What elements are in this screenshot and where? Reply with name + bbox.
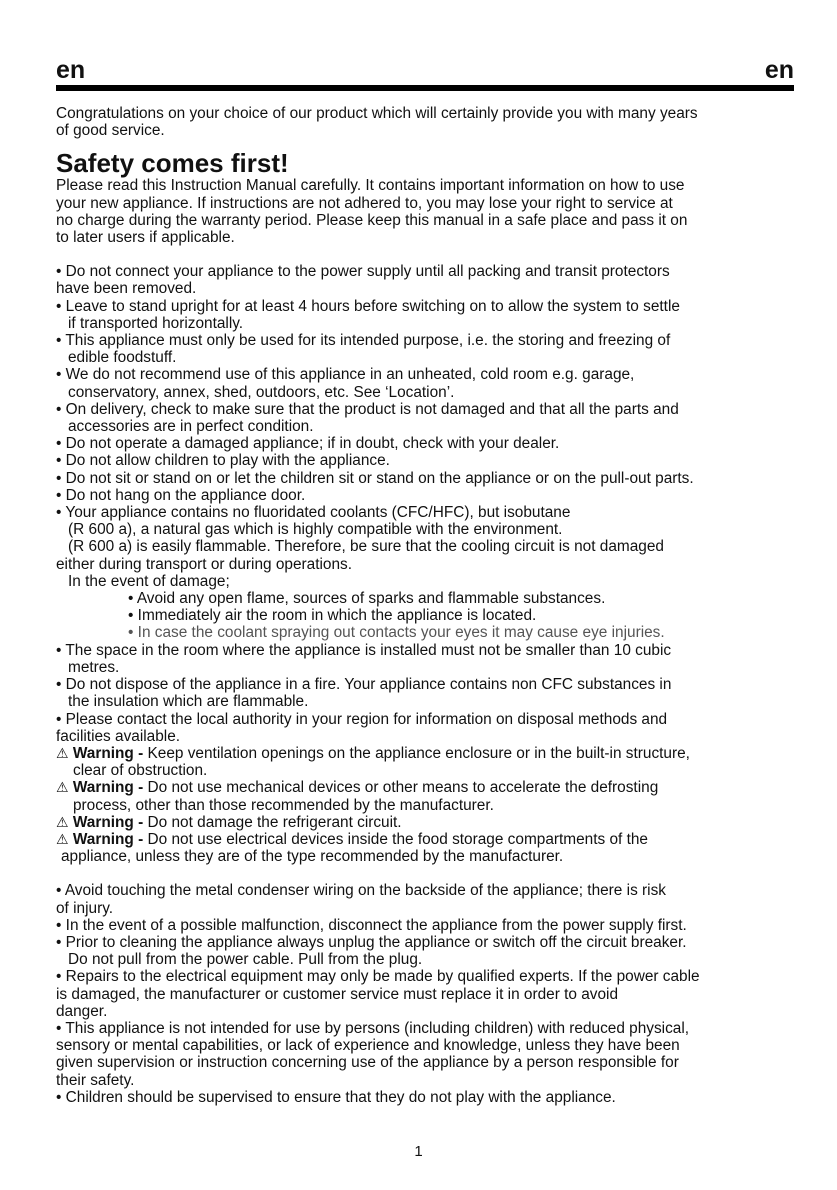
text-line: your new appliance. If instructions are not adhered to, you may lose your right to service at	[56, 194, 673, 212]
list-item: • This appliance is not intended for use by persons (including children) with reduced physical,	[56, 1019, 690, 1037]
list-item: • Prior to cleaning the appliance always unplug the appliance or switch off the circuit breaker.	[56, 933, 687, 951]
intro-paragraph	[56, 105, 796, 139]
sub-list-item: • Immediately air the room in which the appliance is located.	[128, 607, 537, 625]
warning-item	[56, 779, 796, 796]
list-item-cont: (R 600 a), a natural gas which is highly compatible with the environment.	[68, 521, 563, 539]
sub-list-item: • Avoid any open flame, sources of sparks and flammable substances.	[128, 590, 606, 608]
warning-item	[56, 831, 796, 848]
text-line: of good service.	[56, 122, 165, 140]
warning-text: Keep ventilation openings on the appliance enclosure or in the built-in structure,	[143, 744, 690, 762]
list-item-cont: (R 600 a) is easily flammable. Therefore, be sure that the cooling circuit is not damaged	[68, 538, 664, 556]
sub-list-item: • In case the coolant spraying out contacts your eyes it may cause eye injuries.	[128, 624, 665, 642]
manual-content	[56, 105, 796, 1106]
list-item-cont: metres.	[68, 658, 120, 676]
list-item-cont: danger.	[56, 1002, 108, 1020]
list-item: • In the event of a possible malfunction, disconnect the appliance from the power supply first.	[56, 916, 687, 934]
safety-list	[56, 263, 796, 745]
list-item: • Avoid touching the metal condenser wiring on the backside of the appliance; there is risk	[56, 882, 666, 900]
text-line: to later users if applicable.	[56, 229, 235, 247]
list-item-cont: the insulation which are flammable.	[68, 693, 309, 711]
warning-item	[56, 814, 796, 831]
warning-triangle-icon: ⚠	[56, 830, 69, 847]
list-item: • Leave to stand upright for at least 4 hours before switching on to allow the system to settle	[56, 297, 680, 315]
page-number: 1	[414, 1143, 423, 1160]
warning-triangle-icon: ⚠	[56, 779, 69, 796]
list-item: • Please contact the local authority in your region for information on disposal methods and	[56, 710, 668, 728]
warning-label: Warning -	[72, 830, 144, 848]
list-item: • Repairs to the electrical equipment may only be made by qualified experts. If the power cable	[56, 968, 700, 986]
list-item: • The space in the room where the appliance is installed must not be smaller than 10 cubic	[56, 641, 672, 659]
list-item-cont: facilities available.	[56, 727, 181, 745]
list-item: • Do not hang on the appliance door.	[56, 486, 306, 504]
list-item: • Do not sit or stand on or let the children sit or stand on the appliance or on the pull-out parts.	[56, 469, 694, 487]
safety-paragraph	[56, 177, 796, 246]
language-code-left: en	[56, 56, 86, 84]
header-rule	[56, 85, 794, 91]
list-item: • On delivery, check to make sure that the product is not damaged and that all the parts and	[56, 400, 679, 418]
list-item-cont: Do not pull from the power cable. Pull from the plug.	[68, 951, 423, 969]
text-line: Congratulations on your choice of our product which will certainly provide you with many years	[56, 105, 698, 122]
list-item: • Do not connect your appliance to the power supply until all packing and transit protectors	[56, 263, 670, 281]
warning-label: Warning -	[72, 813, 144, 831]
list-item: • Do not dispose of the appliance in a fire. Your appliance contains non CFC substances in	[56, 676, 672, 694]
list-item-cont: is damaged, the manufacturer or customer service must replace it in order to avoid	[56, 985, 619, 1003]
warning-text-cont: clear of obstruction.	[73, 762, 208, 780]
list-item-cont: either during transport or during operations.	[56, 555, 353, 573]
list-item: • We do not recommend use of this appliance in an unheated, cold room e.g. garage,	[56, 366, 635, 384]
list-item-cont: conservatory, annex, shed, outdoors, etc. See ‘Location’.	[68, 383, 455, 401]
safety-list-2	[56, 882, 796, 1106]
text-line: Please read this Instruction Manual carefully. It contains important information on how to use	[56, 177, 685, 195]
spacer	[56, 865, 796, 882]
warning-text-cont: appliance, unless they are of the type recommended by the manufacturer.	[61, 848, 564, 866]
section-title: Safety comes first!	[56, 148, 289, 179]
list-item-cont: sensory or mental capabilities, or lack of experience and knowledge, unless they have been	[56, 1037, 680, 1055]
list-item: • This appliance must only be used for its intended purpose, i.e. the storing and freezing of	[56, 332, 671, 350]
warning-text: Do not damage the refrigerant circuit.	[143, 813, 402, 831]
list-item: • Children should be supervised to ensure that they do not play with the appliance.	[56, 1088, 616, 1106]
list-item: • Your appliance contains no fluoridated coolants (CFC/HFC), but isobutane	[56, 504, 571, 522]
text-line: no charge during the warranty period. Please keep this manual in a safe place and pass it on	[56, 211, 688, 229]
list-item-cont: edible foodstuff.	[68, 349, 177, 367]
list-item: • Do not allow children to play with the appliance.	[56, 452, 390, 470]
list-item-cont: if transported horizontally.	[68, 314, 244, 332]
list-item-cont: given supervision or instruction concerning use of the appliance by a person responsible for	[56, 1054, 679, 1072]
warning-text-cont: process, other than those recommended by the manufacturer.	[73, 796, 494, 814]
language-code-right: en	[764, 56, 794, 84]
warning-label: Warning -	[72, 779, 144, 797]
list-item-cont: have been removed.	[56, 280, 197, 298]
warning-triangle-icon: ⚠	[56, 813, 69, 830]
warning-triangle-icon: ⚠	[56, 744, 69, 761]
list-item-cont: In the event of damage;	[68, 572, 230, 590]
warnings-block	[56, 745, 796, 865]
list-item: • Do not operate a damaged appliance; if in doubt, check with your dealer.	[56, 435, 560, 453]
list-item-cont: their safety.	[56, 1071, 135, 1089]
warning-text: Do not use mechanical devices or other means to accelerate the defrosting	[143, 779, 659, 797]
warning-item	[56, 745, 796, 762]
warning-text: Do not use electrical devices inside the food storage compartments of the	[143, 830, 648, 848]
warning-label: Warning -	[72, 744, 144, 762]
list-item-cont: of injury.	[56, 899, 114, 917]
list-item-cont: accessories are in perfect condition.	[68, 418, 314, 436]
